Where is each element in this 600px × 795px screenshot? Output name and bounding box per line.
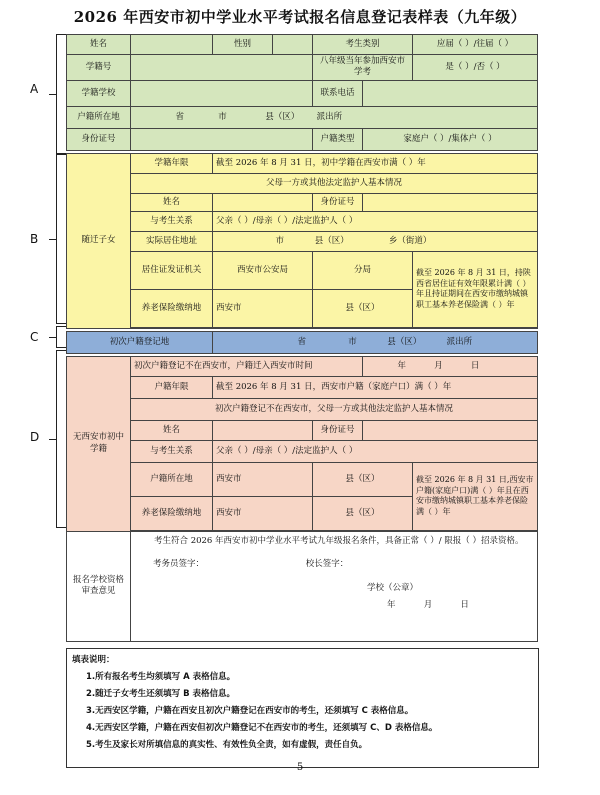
- d-name-label: 姓名: [131, 420, 213, 440]
- c-first-reg-field[interactable]: [213, 331, 538, 353]
- a-city: 市: [218, 111, 227, 122]
- b-pension-label: 养老保险缴纳地: [131, 289, 213, 327]
- d-row-first-reg: [67, 356, 538, 376]
- b-row-name: [67, 193, 538, 211]
- instruction-item: 1.所有报名考生均须填写 A 表格信息。: [86, 672, 236, 682]
- d-row-years: [67, 376, 538, 398]
- instructions-box: [66, 648, 539, 768]
- d-years-label: 户籍年限: [131, 376, 213, 398]
- d-date-field[interactable]: [363, 356, 538, 376]
- clerk-signature-label: 考务员签字：: [153, 559, 205, 570]
- a-hukou-field[interactable]: [131, 106, 538, 128]
- d-pension-county: 县（区）: [313, 496, 413, 530]
- c-county: 县（区）: [387, 336, 422, 347]
- d-pension-city: 西安市: [213, 496, 313, 530]
- a-category-options[interactable]: 应届（ ）/往届（ ）: [413, 35, 538, 55]
- a-id-field[interactable]: [131, 128, 313, 150]
- d-relation-options[interactable]: 父亲（ ）/母亲（ ）/法定监护人（ ）: [213, 440, 538, 462]
- b-address-field[interactable]: [213, 231, 538, 251]
- a-phone-label: 联系电话: [313, 80, 363, 106]
- c-city: 市: [348, 336, 357, 347]
- b-name-field[interactable]: [213, 193, 313, 211]
- section-b-label: B: [30, 232, 39, 246]
- d-hukou-county: 县（区）: [313, 462, 413, 496]
- principal-signature-label: 校长签字：: [305, 559, 349, 570]
- c-province: 省: [297, 336, 306, 347]
- d-guardian-header: 初次户籍登记不在西安市，父母一方或其他法定监护人基本情况: [131, 398, 538, 420]
- a-row-xueji: [67, 55, 538, 81]
- section-c-label: C: [30, 330, 39, 344]
- a-category-label: 考生类别: [313, 35, 413, 55]
- a-row-id: [67, 128, 538, 150]
- d-year: 年: [397, 360, 406, 371]
- a-name-field[interactable]: [131, 35, 213, 55]
- d-hukou-label: 户籍所在地: [131, 462, 213, 496]
- b-side-label: 随迁子女: [67, 153, 131, 328]
- d-first-reg-text: 初次户籍登记不在西安市，户籍迁入西安市时间: [131, 356, 363, 376]
- b-row-years: [67, 153, 538, 173]
- a-grade8-label: 八年级当年参加西安市学考: [313, 55, 413, 81]
- d-day: 日: [470, 360, 480, 371]
- a-province: 省: [175, 111, 184, 122]
- section-d-label: D: [30, 430, 40, 444]
- d-years-text[interactable]: 截至 2026 年 8 月 31 日，西安市户籍（家庭户口）满（ ）年: [213, 376, 538, 398]
- b-guardian-header: 父母一方或其他法定监护人基本情况: [131, 173, 538, 193]
- b-address-town: 乡（街道）: [388, 235, 432, 246]
- a-hukou-label: 户籍所在地: [67, 106, 131, 128]
- b-row-guardian-header: [67, 173, 538, 193]
- d-pension-label: 养老保险缴纳地: [131, 496, 213, 530]
- d-right-text: 截至 2026 年 8 月 31 日,西安市户籍(家庭户口)满（ ）年且在西安市缴纳城镇职工基本养老保险满（ ）年: [413, 462, 538, 530]
- d-month: 月: [434, 360, 443, 371]
- b-years-text[interactable]: 截至 2026 年 8 月 31 日，初中学籍在西安市满（ ）年: [213, 153, 538, 173]
- a-hukou-type-label: 户籍类型: [313, 128, 363, 150]
- a-xueji-no-field[interactable]: [131, 55, 313, 81]
- d-hukou-city: 西安市: [213, 462, 313, 496]
- b-id-field[interactable]: [363, 193, 538, 211]
- instruction-item: 5.考生及家长对所填信息的真实性、有效性负全责，如有虚假，责任自负。: [86, 740, 368, 750]
- review-text: 考生符合 2026 年西安市初中学业水平考试九年级报名条件，具备正常（ ）/ 限报（ ）招录资格。: [154, 535, 524, 546]
- b-id-label: 身份证号: [313, 193, 363, 211]
- b-address-label: 实际居住地址: [131, 231, 213, 251]
- c-police: 派出所: [446, 336, 473, 347]
- instruction-item: 2.随迁子女考生还须填写 B 表格信息。: [86, 689, 236, 699]
- a-police: 派出所: [316, 111, 343, 122]
- a-id-label: 身份证号: [67, 128, 131, 150]
- instructions-header: 填表说明：: [72, 655, 115, 665]
- a-school-field[interactable]: [131, 80, 313, 106]
- b-permit-city: 西安市公安局: [213, 251, 313, 289]
- c-first-reg-label: 初次户籍登记地: [67, 331, 213, 353]
- a-xueji-no-label: 学籍号: [67, 55, 131, 81]
- b-address-county: 县（区）: [314, 235, 349, 246]
- registration-form-table: [66, 34, 538, 642]
- d-row-relation: [67, 440, 538, 462]
- a-grade8-options[interactable]: 是（ ）/否（ ）: [413, 55, 538, 81]
- instruction-item: 3.无西安区学籍，户籍在西安且初次户籍登记在西安市的考生，还须填写 C 表格信息。: [86, 706, 414, 716]
- d-row-guardian-header: [67, 398, 538, 420]
- a-hukou-type-options[interactable]: 家庭户（ ）/集体户（ ）: [363, 128, 538, 150]
- review-row: [67, 531, 538, 641]
- review-body: [131, 531, 538, 641]
- review-date: [137, 600, 531, 611]
- review-day: 日: [460, 600, 469, 611]
- page-title: 2026 年西安市初中学业水平考试报名信息登记表样表（九年级）: [73, 8, 527, 26]
- a-row-name: [67, 35, 538, 55]
- d-side-label: 无西安市初中学籍: [67, 356, 131, 531]
- b-address-city: 市: [275, 235, 284, 246]
- review-signatures: [137, 559, 531, 570]
- a-gender-label: 性别: [213, 35, 273, 55]
- d-relation-label: 与考生关系: [131, 440, 213, 462]
- b-pension-county: 县（区）: [313, 289, 413, 327]
- review-seal: 学校（公章）: [367, 582, 419, 593]
- b-row-permit: [67, 251, 538, 289]
- b-permit-text: 截至 2026 年 8 月 31 日，持陕西省居住证有效年限累计满（ ）年且持证期间在西安市缴纳城镇职工基本养老保险满（ ）年: [413, 251, 538, 327]
- a-phone-field[interactable]: [363, 80, 538, 106]
- review-month: 月: [423, 600, 433, 611]
- a-row-hukou: [67, 106, 538, 128]
- d-row-name: [67, 420, 538, 440]
- instruction-item: 4.无西安区学籍，户籍在西安但初次户籍登记不在西安市的考生，还须填写 C、D 表格信息。: [86, 723, 438, 733]
- page-number: 5: [296, 762, 304, 773]
- d-row-hukou: [67, 462, 538, 496]
- a-row-school: [67, 80, 538, 106]
- a-name-label: 姓名: [67, 35, 131, 55]
- review-side-label: 报名学校资格审查意见: [67, 531, 131, 641]
- d-id-field[interactable]: [363, 420, 538, 440]
- b-relation-label: 与考生关系: [131, 211, 213, 231]
- review-year: 年: [387, 600, 396, 611]
- b-name-label: 姓名: [131, 193, 213, 211]
- b-permit-label: 居住证发证机关: [131, 251, 213, 289]
- c-row-first-reg: [67, 331, 538, 353]
- b-row-relation: [67, 211, 538, 231]
- b-relation-options[interactable]: 父亲（ ）/母亲（ ）/法定监护人（ ）: [213, 211, 538, 231]
- b-pension-city: 西安市: [213, 289, 313, 327]
- d-id-label: 身份证号: [313, 420, 363, 440]
- a-gender-field[interactable]: [273, 35, 313, 55]
- b-row-address: [67, 231, 538, 251]
- b-years-label: 学籍年限: [131, 153, 213, 173]
- a-school-label: 学籍学校: [67, 80, 131, 106]
- section-a-label: A: [30, 82, 39, 96]
- d-name-field[interactable]: [213, 420, 313, 440]
- a-county: 县（区）: [265, 111, 300, 122]
- b-permit-branch: 分局: [313, 251, 413, 289]
